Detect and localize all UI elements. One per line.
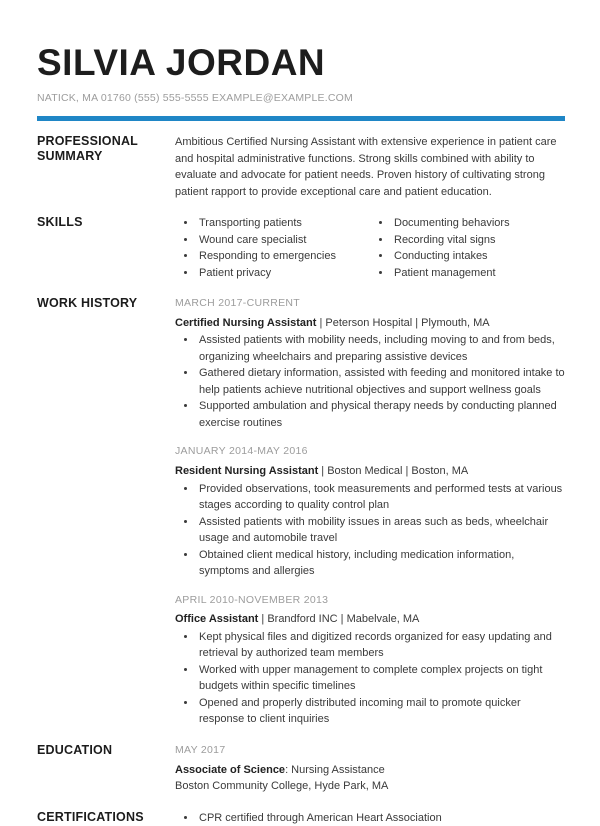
summary-text: Ambitious Certified Nursing Assistant with extensive experience in patient care and hospital administrative functions. Strong skills combined with ability to evaluate and advocate for patient needs. Proven history of cultivating strong patient rapport to provide exceptional care and patient education. <box>175 134 565 200</box>
job-title: Resident Nursing Assistant <box>175 465 318 477</box>
job-entry <box>175 296 565 431</box>
job-title-line <box>175 611 565 628</box>
education-heading: EDUCATION <box>37 743 175 795</box>
work-history-heading: WORK HISTORY <box>37 296 175 728</box>
job-bullet-item: • Provided observations, took measurements and performed tests at various stages according to quality control plan <box>197 481 565 514</box>
section-certifications <box>37 810 565 826</box>
job-title-line <box>175 315 565 332</box>
job-dates: MARCH 2017-CURRENT <box>175 296 565 312</box>
skill-item: • Transporting patients <box>197 215 370 232</box>
contact-info: NATICK, MA 01760 (555) 555-5555 EXAMPLE@EXAMPLE.COM <box>37 92 565 104</box>
skills-heading: SKILLS <box>37 215 175 281</box>
job-bullet-item: • Obtained client medical history, including medication information, symptoms and allergies <box>197 547 565 580</box>
job-title: Office Assistant <box>175 613 258 625</box>
skills-list-left <box>175 215 370 281</box>
section-education <box>37 743 565 795</box>
job-title-line <box>175 463 565 480</box>
job-dates: JANUARY 2014-MAY 2016 <box>175 444 565 460</box>
job-entry <box>175 444 565 579</box>
job-bullet-item: • Supported ambulation and physical therapy needs by conducting planned exercise routines <box>197 398 565 431</box>
section-professional-summary <box>37 134 565 200</box>
degree-name: Associate of Science <box>175 764 285 776</box>
resume-sections <box>37 134 565 826</box>
accent-divider <box>37 116 565 121</box>
skill-item: • Responding to emergencies <box>197 248 370 265</box>
skill-item: • Wound care specialist <box>197 232 370 249</box>
section-skills <box>37 215 565 281</box>
job-company-location: | Peterson Hospital | Plymouth, MA <box>316 317 489 329</box>
resume-header <box>37 44 565 121</box>
school-name: Boston Community College, Hyde Park, MA <box>175 778 565 795</box>
job-bullet-item: • Assisted patients with mobility needs, including moving to and from beds, organizing wheelchairs and preparing assistive devices <box>197 332 565 365</box>
job-company-location: | Boston Medical | Boston, MA <box>318 465 468 477</box>
job-bullet-item: • Worked with upper management to complete complex projects on tight budgets within specific timelines <box>197 662 565 695</box>
job-company-location: | Brandford INC | Mabelvale, MA <box>258 613 419 625</box>
degree-field: : Nursing Assistance <box>285 764 385 776</box>
job-title: Certified Nursing Assistant <box>175 317 316 329</box>
job-bullet-item: • Opened and properly distributed incoming mail to promote quicker response to client inquiries <box>197 695 565 728</box>
skills-columns <box>175 215 565 281</box>
section-work-history <box>37 296 565 728</box>
job-bullet-item: • Kept physical files and digitized records organized for easy updating and retrieval by authorized team members <box>197 629 565 662</box>
skill-item: • Conducting intakes <box>392 248 565 265</box>
skill-item: • Documenting behaviors <box>392 215 565 232</box>
skill-item: • Patient privacy <box>197 265 370 282</box>
certifications-list <box>175 810 565 826</box>
skills-list-right <box>370 215 565 281</box>
degree-line <box>175 762 565 779</box>
job-entry <box>175 593 565 728</box>
skill-item: • Patient management <box>392 265 565 282</box>
job-bullet-item: • Gathered dietary information, assisted with feeding and monitored intake to help patients achieve nutritional objectives and support wellness goals <box>197 365 565 398</box>
certifications-heading: CERTIFICATIONS <box>37 810 175 826</box>
summary-heading: PROFESSIONAL SUMMARY <box>37 134 175 200</box>
job-bullets <box>175 332 565 431</box>
candidate-name: SILVIA JORDAN <box>37 44 565 81</box>
job-bullets <box>175 481 565 580</box>
certification-item: • CPR certified through American Heart Association <box>197 810 565 826</box>
job-bullets <box>175 629 565 728</box>
job-dates: APRIL 2010-NOVEMBER 2013 <box>175 593 565 609</box>
education-dates: MAY 2017 <box>175 743 565 759</box>
job-bullet-item: • Assisted patients with mobility issues in areas such as beds, wheelchair usage and automobile travel <box>197 514 565 547</box>
skill-item: • Recording vital signs <box>392 232 565 249</box>
